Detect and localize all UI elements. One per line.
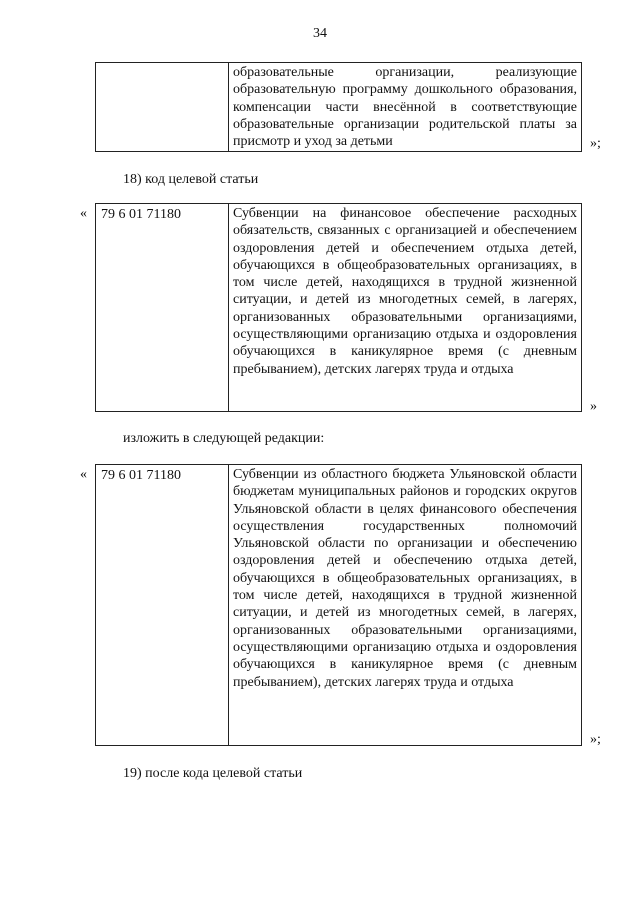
new-entry-description: Субвенции из областного бюджета Ульяновской области бюджетам муниципальных районов и городских округов Ульяновской области в целях финансового обеспечения осуществления государственных полномочий Ульяновской области по организации и обеспечению оздоровления детей и обеспечению отдыха детей, обучающихся в общеобразовательных организациях, в том числе детей, находящихся в трудной жизненной ситуации, и детей из многодетных семей, в лагерях, организованных образовательными организациями, осуществляющими организацию отдыха и оздоровления обучающихся в каникулярное время (с дневным пребыванием), детских лагерях труда и отдыха [233,467,577,690]
new-entry-open-quote: « [80,467,87,482]
old-entry-code: 79 6 01 71180 [96,204,229,411]
old-entry-close-quote: » [590,399,597,414]
old-entry-open-quote: « [80,206,87,221]
old-entry-description: Субвенции на финансовое обеспечение расходных обязательств, связанных с организацией и обеспечением оздоровления детей и обеспечением отдыха детей, обучающихся в общеобразовательных организациях, в том числе детей, находящихся в трудной жизненной ситуации, и детей из многодетных семей, в лагерях, организованных образовательными организациями, осуществляющими организацию отдыха и оздоровления обучающихся в каникулярное время (с дневным пребыванием), детских лагерях труда и отдыха [233,206,577,377]
description-cell: образовательные организации, реализующие образовательную программу дошкольного образования, компенсации части внесённой в соответствующие образовательные организации родительской платы за присмотр и уход за детьми [233,65,577,150]
item-18-heading: 18) код целевой статьи [123,172,259,187]
item-19-heading: 19) после кода целевой статьи [123,766,303,781]
closing-quote: »; [590,136,601,151]
page-number: 34 [313,26,327,41]
code-cell [96,63,229,151]
old-entry-table [95,203,582,412]
new-entry-code: 79 6 01 71180 [96,465,229,745]
new-entry-close-quote: »; [590,732,601,747]
continued-table-row [95,62,582,152]
new-entry-table [95,464,582,746]
restate-text: изложить в следующей редакции: [123,431,325,446]
